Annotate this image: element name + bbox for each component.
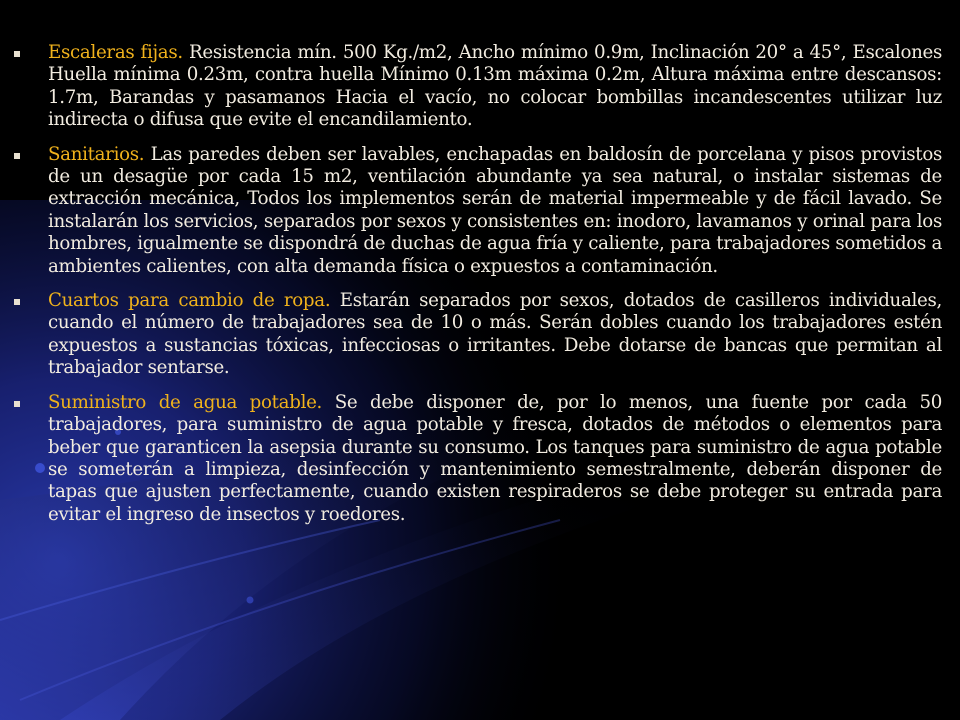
item-heading: Suministro de agua potable. xyxy=(48,391,323,413)
item-body: Resistencia mín. 500 Kg./m2, Ancho mínimo 0.9m, Inclinación 20° a 45°, Escalones Huella mínima 0.23m, contra huella Mínimo 0.13m máxima 0.2m, Altura máxima entre descansos: 1.7m, Barandas y pasamanos Hacia el vacío, no colocar bombillas incandescentes utilizar luz indirecta o difusa que evite el encandilamiento. xyxy=(48,42,943,131)
item-heading: Cuartos para cambio de ropa. xyxy=(48,290,331,312)
list-item-cuartos xyxy=(14,290,942,380)
glow-dot-3 xyxy=(247,597,254,604)
item-heading: Sanitarios. xyxy=(48,143,145,165)
content-list xyxy=(14,42,942,538)
list-item-sanitarios xyxy=(14,144,942,278)
item-body: Las paredes deben ser lavables, enchapadas en baldosín de porcelana y pisos provistos de un desagüe por cada 15 m2, ventilación abundante ya sea natural, o instalar sistemas de extracción mecánica, Todos los implementos serán de material impermeable y de fácil lavado. Se instalarán los servicios, separados por sexos y consistentes en: inodoro, lavamanos y orinal para los hombres, igualmente se dispondrá de duchas de agua fría y caliente, para trabajadores sometidos a ambientes calientes, con alta demanda física o expuestos a contaminación. xyxy=(48,143,943,277)
square-bullet-icon xyxy=(14,51,20,57)
square-bullet-icon xyxy=(14,153,20,159)
square-bullet-icon xyxy=(14,401,20,407)
square-bullet-icon xyxy=(14,299,20,305)
item-body: Se debe disponer de, por lo menos, una fuente por cada 50 trabajadores, para suministro de agua potable y fresca, dotados de métodos o elementos para beber que garanticen la asepsia durante su consumo. Los tanques para suministro de agua potable se someterán a limpieza, desinfección y mantenimiento semestralmente, deberán disponer de tapas que ajusten perfectamente, cuando existen respiraderos se debe proteger su entrada para evitar el ingreso de insectos y roedores. xyxy=(48,391,942,525)
item-heading: Escaleras fijas. xyxy=(48,42,183,63)
list-item-agua xyxy=(14,392,942,526)
item-body: Estarán separados por sexos, dotados de casilleros individuales, cuando el número de trabajadores sea de 10 o más. Serán dobles cuando los trabajadores estén expuestos a sustancias tóxicas, infecciosas o irritantes. Debe dotarse de bancas que permitan al trabajador sentarse. xyxy=(48,290,942,379)
list-item-escaleras xyxy=(14,42,942,132)
